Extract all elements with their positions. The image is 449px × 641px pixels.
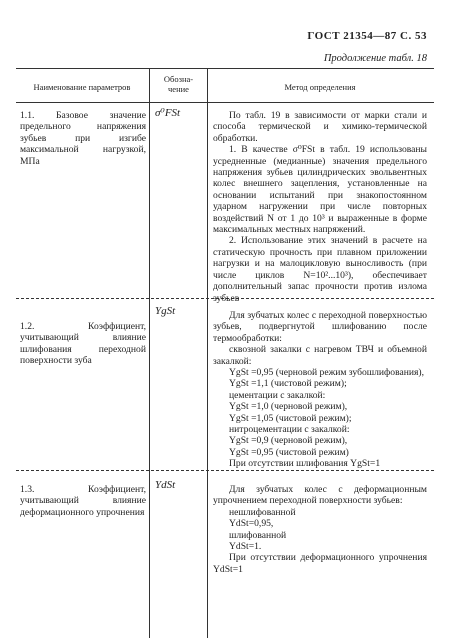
- method-line: YdSt=0,95,: [229, 518, 274, 530]
- method-line: нитроцементации с закалкой:: [229, 424, 350, 436]
- row-symbol: σ⁰FSt: [155, 107, 181, 119]
- method-line: цементации с закалкой:: [229, 389, 326, 401]
- method-line: YgSt =0,95 (черновой режим зубошлифования),: [229, 367, 425, 379]
- method-paragraph: Для зубчатых колес с деформационным упрочнением переходной поверхности зубьев:: [213, 484, 427, 507]
- method-line: YgSt =0,95 (чистовой режим): [229, 446, 349, 458]
- row-symbol: YdSt: [155, 479, 176, 491]
- method-line: YgSt =1,1 (чистовой режим);: [229, 378, 347, 390]
- row-method: [213, 484, 427, 575]
- column-header-symbol: Обозна- чение: [163, 74, 194, 94]
- method-line: нешлифованной: [229, 506, 296, 518]
- row-name: 1.3. Коэффициент, учитывающий влияние деформационного упрочнения: [20, 484, 146, 518]
- table-header-border: [16, 102, 434, 103]
- method-line: YgSt =0,9 (черновой режим),: [229, 435, 348, 447]
- row-name: 1.2. Коэффициент, учитывающий влияние шлифования переходной поверхности зуба: [20, 321, 146, 367]
- row-symbol: YgSt: [155, 305, 176, 317]
- method-line: YgSt =1,0 (черновой режим),: [229, 401, 348, 413]
- page-header: ГОСТ 21354—87 С. 53: [307, 30, 427, 42]
- method-paragraph: 1. В качестве σ⁰FSt в табл. 19 использованы усредненные (медианные) значения предельного напряжения зубьев цилиндрических эвольвентных колес внешнего зацепления, установленные на основании испытаний при знакопостоянном ударном нагружении при числе повторных воздействий N от 1 до 10³ и выраженные в форме максимальных местных напряжений.: [213, 144, 427, 236]
- method-paragraph: 2. Использование этих значений в расчете на статическую прочность при плавном приложении нагрузки и на малоцикловую выносливость (при числе циклов N=10²...10³), обеспечивает дополнительный запас прочности против излома зубьев: [213, 235, 427, 304]
- method-paragraph: По табл. 19 в зависимости от марки стали и способа термической и химико-термической обработки.: [213, 110, 427, 144]
- column-header-name: Наименование параметров: [33, 82, 131, 92]
- method-line: шлифованной: [229, 529, 287, 541]
- table-top-border: [16, 68, 434, 69]
- method-line: YgSt =1,05 (чистовой режим);: [229, 412, 352, 424]
- method-paragraph: Для зубчатых колес с переходной поверхностью зубьев, подвергнутой шлифованию после термообработки:: [213, 310, 427, 344]
- method-paragraph: сквозной закалки с нагревом ТВЧ и объемной закалкой:: [213, 344, 427, 367]
- method-line: При отсутствии шлифования YgSt=1: [229, 458, 381, 470]
- row-method: [213, 310, 427, 470]
- row-method: [213, 110, 427, 304]
- method-line: YdSt=1.: [229, 541, 262, 553]
- column-divider-1: [149, 68, 150, 638]
- row-divider-2: [16, 470, 434, 471]
- row-name: 1.1. Базовое значение предельного напряжения зубьев при изгибе максимальной нагрузкой, МПа: [20, 110, 146, 167]
- table-continuation-label: Продолжение табл. 18: [323, 53, 427, 64]
- method-paragraph: При отсутствии деформационного упрочнения YdSt=1: [213, 552, 427, 575]
- column-divider-2: [207, 68, 208, 638]
- column-header-method: Метод определения: [284, 82, 356, 92]
